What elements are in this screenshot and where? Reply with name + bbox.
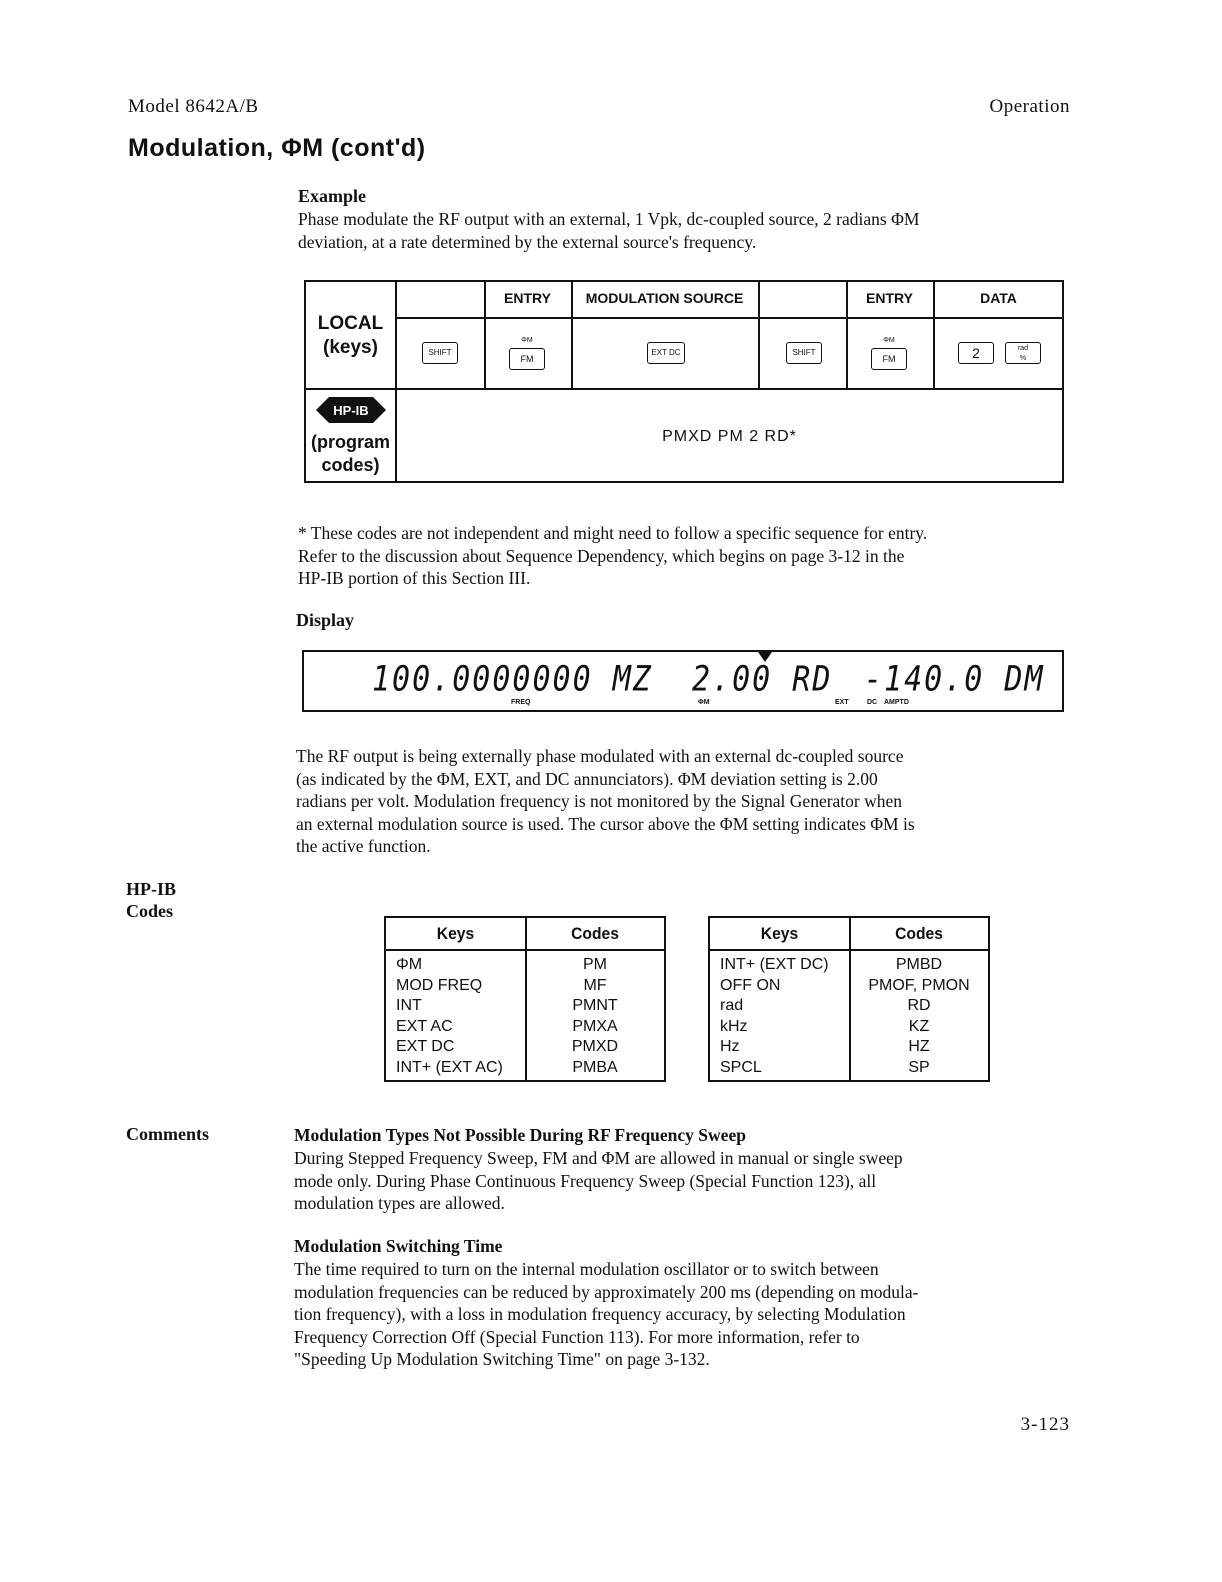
divider [395, 317, 1064, 319]
hpib-badge [316, 396, 386, 424]
description-line: the active function. [296, 836, 431, 856]
comment-line: mode only. During Phase Continuous Frequency Sweep (Special Function 123), all [294, 1170, 877, 1191]
keys-column [720, 955, 829, 1078]
phim-key-label: ΦM [521, 337, 533, 344]
rad-key [1005, 342, 1041, 364]
code-cell: MF [583, 976, 607, 994]
description-line: an external modulation source is used. The cursor above the ΦM setting indicates ΦM is [296, 813, 915, 834]
example-line: deviation, at a rate determined by the external source's frequency. [298, 231, 757, 252]
annunciator-amptd: AMPTD [884, 699, 909, 706]
key-cell: Hz [720, 1038, 740, 1055]
col-head-data: DATA [980, 290, 1017, 306]
comment-line: During Stepped Frequency Sweep, FM and ΦM are allowed in manual or single sweep [294, 1148, 903, 1168]
example-line: Phase modulate the RF output with an external, 1 Vpk, dc-coupled source, 2 radians ΦM [298, 209, 920, 229]
program-codes-label [306, 431, 395, 477]
col-head-entry: ENTRY [504, 290, 551, 306]
key-cell: EXT DC [396, 1038, 455, 1055]
key-cell: INT+ (EXT AC) [396, 1058, 503, 1076]
code-cell: PMBA [572, 1058, 618, 1076]
description-line: radians per volt. Modulation frequency is not monitored by the Signal Generator when [296, 791, 903, 811]
shift-key-2: SHIFT [786, 342, 822, 364]
keys-header: Keys [436, 924, 475, 943]
footnote-line: Refer to the discussion about Sequence Dependency, which begins on page 3-12 in the [298, 545, 905, 566]
key-cell: rad [720, 997, 744, 1014]
annunciator-ext: EXT [835, 699, 849, 706]
code-cell: PMXD [571, 1038, 619, 1055]
keys-label: (keys) [323, 337, 378, 358]
annunciator-dc: DC [867, 699, 878, 706]
signal-generator-display [302, 650, 1064, 712]
display-heading: Display [296, 610, 355, 630]
display-description [296, 745, 1070, 858]
key-cell: EXT AC [396, 1017, 453, 1035]
col-head-entry-2: ENTRY [866, 290, 913, 306]
page-number: 3-123 [1020, 1414, 1070, 1435]
comment-line: tion frequency), with a loss in modulation frequency accuracy, by selecting Modulation [294, 1304, 906, 1324]
model-header: Model 8642A/B [128, 96, 259, 117]
keys-column [396, 955, 503, 1078]
codes-table-1 [384, 916, 666, 1082]
example-text [298, 208, 1072, 253]
page-title: Modulation, ΦM (cont'd) [128, 134, 426, 162]
keys-header: Keys [760, 924, 799, 943]
comment-line: "Speeding Up Modulation Switching Time" on page 3-132. [294, 1349, 710, 1369]
operation-table [304, 280, 1064, 483]
code-cell: PMBD [895, 956, 943, 973]
fm-key: FM [509, 348, 545, 370]
comment-line: modulation types are allowed. [294, 1193, 505, 1213]
key-cell: ΦM [396, 956, 423, 973]
ext-dc-key: EXT DC [647, 342, 685, 364]
section-header: Operation [989, 96, 1070, 117]
divider [758, 282, 760, 389]
codes-column [850, 955, 988, 1078]
comment-heading-1: Modulation Types Not Possible During RF Frequency Sweep [294, 1125, 746, 1145]
key-cell: MOD FREQ [396, 976, 483, 994]
codes-table-2 [708, 916, 990, 1082]
percent-icon: % [1019, 355, 1027, 362]
comment-line: The time required to turn on the internal modulation oscillator or to switch between [294, 1259, 879, 1279]
fm-key-2: FM [871, 348, 907, 370]
key-cell: kHz [720, 1017, 748, 1035]
comment-text-2 [294, 1258, 1070, 1371]
codes-header: Codes [895, 924, 943, 943]
key-cell: INT [396, 997, 422, 1014]
key-cell: OFF ON [720, 976, 781, 994]
divider [306, 388, 1064, 390]
codes-side-label: Codes [126, 901, 174, 921]
code-cell: SP [908, 1058, 930, 1076]
footnote [298, 522, 1072, 590]
rad-key-label: rad [1017, 345, 1029, 352]
code-cell: KZ [908, 1017, 930, 1035]
comments-side-label: Comments [126, 1124, 209, 1144]
amptd-readout: -140.0 DM [864, 659, 1045, 700]
description-line: (as indicated by the ΦM, EXT, and DC annunciators). ΦM deviation setting is 2.00 [296, 768, 878, 789]
shift-key: SHIFT [422, 342, 458, 364]
comment-heading-2: Modulation Switching Time [294, 1236, 503, 1256]
two-key: 2 [958, 342, 994, 364]
mod-readout: 2.00 RD [692, 659, 833, 700]
phim-key-label-2: ΦM [883, 337, 895, 344]
comment-line: Frequency Correction Off (Special Function 113). For more information, refer to [294, 1326, 860, 1347]
freq-readout: 100.0000000 MZ [372, 659, 653, 700]
local-keys-label [306, 312, 395, 360]
key-cell: SPCL [720, 1058, 762, 1076]
example-heading: Example [298, 186, 367, 206]
code-cell: PMNT [572, 997, 618, 1014]
footnote-line: HP-IB portion of this Section III. [298, 568, 531, 588]
code-cell: RD [907, 997, 931, 1014]
program-codes: PMXD PM 2 RD* [662, 428, 797, 445]
local-label: LOCAL [317, 313, 384, 334]
description-line: The RF output is being externally phase modulated with an external dc-coupled source [296, 746, 904, 766]
hpib-label: HP-IB [126, 879, 177, 899]
comment-line: modulation frequencies can be reduced by approximately 200 ms (depending on modula- [294, 1281, 919, 1302]
comment-text-1 [294, 1147, 1070, 1215]
code-cell: PMOF, PMON [868, 976, 970, 994]
code-cell: PM [583, 956, 607, 973]
key-cell: INT+ (EXT DC) [720, 956, 829, 973]
codes-label: codes) [321, 455, 380, 475]
code-cell: PMXA [572, 1017, 618, 1035]
program-label: (program [310, 432, 390, 452]
code-cell: HZ [908, 1038, 930, 1055]
hpib-badge-text: HP-IB [333, 403, 369, 418]
codes-header: Codes [571, 924, 619, 943]
hpib-codes-side-label [126, 878, 176, 922]
annunciator-phim: ΦM [698, 699, 710, 706]
divider [395, 282, 397, 483]
codes-column [526, 955, 664, 1078]
annunciator-freq: FREQ [511, 699, 531, 706]
footnote-line: * These codes are not independent and might need to follow a specific sequence for entry. [298, 523, 928, 543]
col-head-mod-source: MODULATION SOURCE [585, 290, 744, 306]
